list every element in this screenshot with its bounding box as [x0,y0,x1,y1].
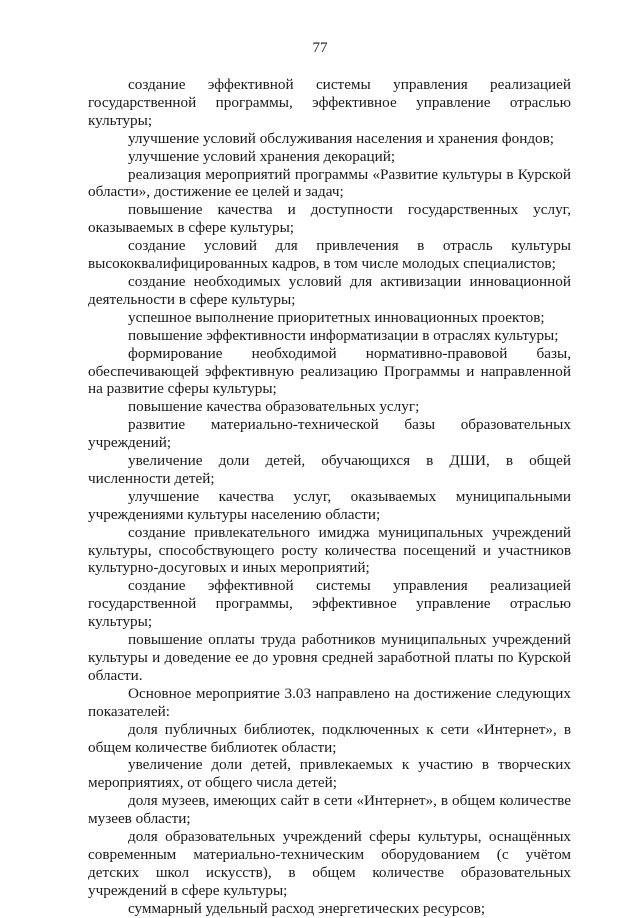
paragraph: улучшение качества услуг, оказываемых муниципальными учреждениями культуры населению области; [88,487,571,523]
paragraph: повышение качества образовательных услуг; [128,398,420,416]
paragraph: формирование необходимой нормативно-правовой базы, обеспечивающей эффективную реализацию Программы и направленной на развитие сферы культуры; [88,344,571,398]
paragraph: повышение качества и доступности государственных услуг, оказываемых в сфере культуры; [88,201,571,237]
paragraph: доля публичных библиотек, подключенных к сети «Интернет», в общем количестве библиотек области; [88,720,571,756]
paragraph: увеличение доли детей, обучающихся в ДШИ, в общей численности детей; [88,452,571,487]
paragraph: Основное мероприятие 3.03 направлено на достижение следующих показателей: [88,684,571,720]
paragraph: доля музеев, имеющих сайт в сети «Интернет», в общем количестве музеев области; [88,792,571,828]
page-number: 77 [312,40,328,56]
paragraph: доля образовательных учреждений сферы культуры, оснащённых современным материально-техническим оборудованием (с учётом детских школ искусств), в общем количестве образовательных учреждений в сфере культуры; [88,828,571,899]
paragraph: создание эффективной системы управления реализацией государственной программы, эффективное управление отраслью культуры; [88,76,571,129]
paragraph: улучшение условий хранения декораций; [128,147,396,165]
paragraph: создание условий для привлечения в отрасль культуры высококвалифицированных кадров, в том числе молодых специалистов; [88,237,571,273]
paragraph: улучшение условий обслуживания населения и хранения фондов; [128,129,555,147]
paragraph: создание эффективной системы управления реализацией государственной программы, эффективное управление отраслью культуры; [88,577,571,631]
paragraph: увеличение доли детей, привлекаемых к участию в творческих мероприятиях, от общего числа детей; [88,756,571,792]
paragraph: успешное выполнение приоритетных инновационных проектов; [128,308,545,326]
paragraph: развитие материально-технической базы образовательных учреждений; [88,416,571,452]
body-text [88,76,571,918]
paragraph: создание привлекательного имиджа муниципальных учреждений культуры, способствующего росту количества посещений и участников культурно-досуговых и иных мероприятий; [88,523,571,577]
paragraph: повышение оплаты труда работников муниципальных учреждений культуры и доведение ее до уровня средней заработной платы по Курской области. [88,631,571,684]
paragraph: реализация мероприятий программы «Развитие культуры в Курской области», достижение ее целей и задач; [88,165,571,201]
paragraph: создание необходимых условий для активизации инновационной деятельности в сфере культуры; [88,272,571,308]
paragraph: суммарный удельный расход энергетических ресурсов; [128,899,486,917]
paragraph: повышение эффективности информатизации в отраслях культуры; [128,326,559,344]
